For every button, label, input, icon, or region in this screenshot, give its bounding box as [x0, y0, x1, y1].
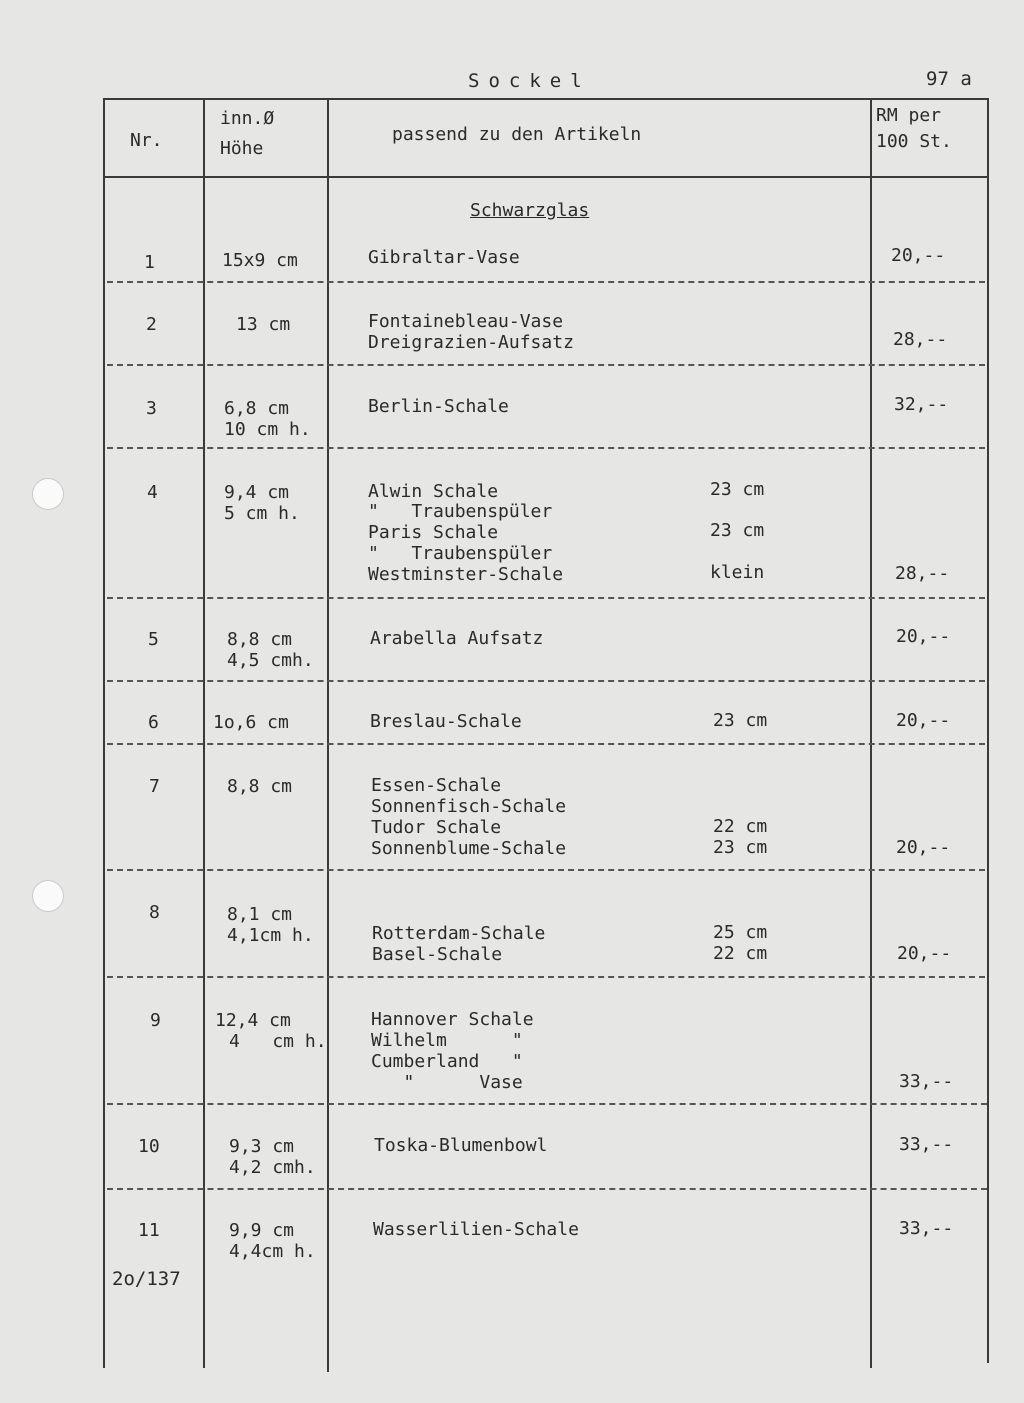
row-size: 8,1 cm — [227, 904, 293, 925]
row-size: 6,8 cm — [224, 398, 290, 419]
article-name: Essen-Schale — [371, 775, 502, 796]
row-size: 8,8 cm — [227, 776, 293, 797]
article-size: 23 cm — [713, 837, 768, 858]
row-price: 33,-- — [899, 1218, 954, 1239]
col-header-nr: Nr. — [130, 130, 163, 151]
row-price: 28,-- — [893, 329, 948, 350]
row-number: 1 — [144, 252, 155, 273]
column-border — [203, 98, 205, 1368]
row-size: 9,4 cm — [224, 482, 290, 503]
row-size: 9,9 cm — [229, 1220, 295, 1241]
row-divider — [107, 869, 985, 871]
row-divider — [107, 680, 985, 682]
article-name: Dreigrazien-Aufsatz — [368, 332, 574, 353]
article-size: 25 cm — [713, 922, 768, 943]
row-number: 3 — [146, 398, 157, 419]
row-price: 20,-- — [891, 245, 946, 266]
row-number: 10 — [138, 1136, 160, 1157]
section-heading: Schwarzglas — [470, 200, 590, 221]
col-header-price-unit: 100 St. — [876, 131, 952, 152]
article-size: 23 cm — [710, 479, 765, 500]
row-price: 28,-- — [895, 563, 950, 584]
col-header-height: Höhe — [220, 138, 264, 159]
row-size: 12,4 cm — [215, 1010, 291, 1031]
article-name: Wasserlilien-Schale — [373, 1219, 579, 1240]
row-divider — [107, 281, 985, 283]
row-divider — [107, 447, 985, 449]
article-name: Rotterdam-Schale — [372, 923, 546, 944]
row-number: 5 — [148, 629, 159, 650]
column-border — [870, 98, 872, 1368]
article-name: Gibraltar-Vase — [368, 247, 520, 268]
row-divider — [107, 597, 985, 599]
col-header-diameter: inn.Ø — [220, 108, 275, 129]
article-name: Sonnenfisch-Schale — [371, 796, 567, 817]
row-price: 33,-- — [899, 1134, 954, 1155]
article-name: " Traubenspüler — [368, 543, 553, 564]
row-number: 7 — [149, 776, 160, 797]
article-name: Westminster-Schale — [368, 564, 564, 585]
row-number: 8 — [149, 902, 160, 923]
row-divider — [107, 743, 985, 745]
page-number: 97 a — [926, 68, 972, 90]
article-name: Wilhelm " — [371, 1030, 523, 1051]
article-name: Tudor Schale — [371, 817, 502, 838]
article-name: Toska-Blumenbowl — [374, 1135, 548, 1156]
table-top-border — [103, 98, 988, 100]
col-header-articles: passend zu den Artikeln — [392, 124, 642, 145]
punch-hole — [32, 880, 64, 912]
column-border — [327, 98, 329, 1372]
article-size: 23 cm — [713, 710, 768, 731]
row-number: 2 — [146, 314, 157, 335]
row-number: 9 — [150, 1010, 161, 1031]
row-size: 4,2 cmh. — [229, 1157, 316, 1178]
row-size: 4,5 cmh. — [227, 650, 314, 671]
row-size: 8,8 cm — [227, 629, 293, 650]
column-border — [987, 98, 989, 1363]
column-border — [103, 98, 105, 1368]
col-header-price: RM per — [876, 105, 942, 126]
article-size: 23 cm — [710, 520, 765, 541]
row-size: 5 cm h. — [224, 503, 300, 524]
row-size: 4,4cm h. — [229, 1241, 316, 1262]
article-size: 22 cm — [713, 816, 768, 837]
row-price: 20,-- — [897, 943, 952, 964]
row-size: 15x9 cm — [222, 250, 298, 271]
article-name: Paris Schale — [368, 522, 499, 543]
row-size: 9,3 cm — [229, 1136, 295, 1157]
row-price: 33,-- — [899, 1071, 954, 1092]
punch-hole — [32, 478, 64, 510]
article-name: Arabella Aufsatz — [370, 628, 544, 649]
row-size: 4 cm h. — [229, 1031, 327, 1052]
article-size: 22 cm — [713, 943, 768, 964]
article-name: Breslau-Schale — [370, 711, 522, 732]
row-size: 13 cm — [236, 314, 291, 335]
row-divider — [107, 364, 985, 366]
article-name: Hannover Schale — [371, 1009, 534, 1030]
row-price: 32,-- — [894, 394, 949, 415]
row-divider — [107, 1103, 987, 1105]
article-name: Sonnenblume-Schale — [371, 838, 567, 859]
row-divider — [107, 976, 985, 978]
handwritten-note: 2o/137 — [112, 1268, 181, 1290]
row-price: 20,-- — [896, 710, 951, 731]
article-name: " Vase — [371, 1072, 523, 1093]
article-size: klein — [710, 562, 765, 583]
row-number: 6 — [148, 712, 159, 733]
article-name: Fontainebleau-Vase — [368, 311, 564, 332]
row-size: 1o,6 cm — [213, 712, 289, 733]
article-name: Basel-Schale — [372, 944, 503, 965]
row-number: 11 — [138, 1220, 160, 1241]
row-divider — [107, 1188, 987, 1190]
row-number: 4 — [147, 482, 158, 503]
article-name: Cumberland " — [371, 1051, 523, 1072]
article-name: Berlin-Schale — [368, 396, 509, 417]
article-name: " Traubenspüler — [368, 501, 553, 522]
row-size: 10 cm h. — [224, 419, 311, 440]
row-price: 20,-- — [896, 626, 951, 647]
row-price: 20,-- — [896, 837, 951, 858]
page-title: Sockel — [468, 70, 591, 92]
row-size: 4,1cm h. — [227, 925, 314, 946]
article-name: Alwin Schale — [368, 481, 499, 502]
header-bottom-border — [103, 176, 988, 178]
